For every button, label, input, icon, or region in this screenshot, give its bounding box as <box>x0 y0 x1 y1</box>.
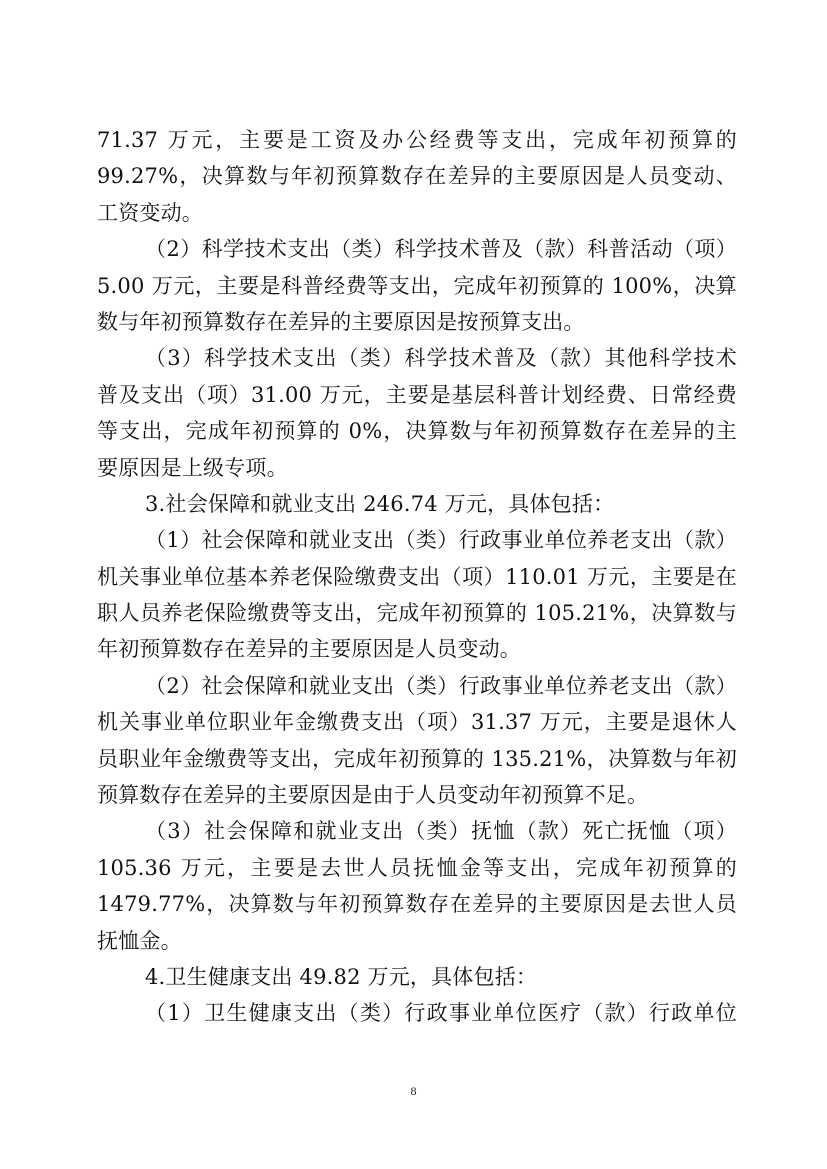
paragraph <box>97 668 737 814</box>
paragraph <box>97 813 737 959</box>
paragraph <box>97 995 737 1031</box>
text-line: 71.37 万元，主要是工资及办公经费等支出，完成年初预算的 <box>97 128 737 152</box>
text-line: 抚恤金。 <box>97 928 182 953</box>
text-line: （3）科学技术支出（类）科学技术普及（款）其他科学技术 <box>145 346 737 371</box>
text-line: 要原因是上级专项。 <box>97 455 288 480</box>
section-heading <box>97 959 737 995</box>
text-line: （3）社会保障和就业支出（类）抚恤（款）死亡抚恤（项） <box>145 819 737 844</box>
text-line: 机关事业单位职业年金缴费支出（项）31.37 万元，主要是退休人 <box>97 710 737 735</box>
text-line: （1）卫生健康支出（类）行政事业单位医疗（款）行政单位 <box>145 1001 737 1026</box>
text-line: 105.36 万元，主要是去世人员抚恤金等支出，完成年初预算的 <box>97 855 737 880</box>
text-line: 数与年初预算数存在差异的主要原因是按预算支出。 <box>97 309 585 334</box>
text-line: 预算数存在差异的主要原因是由于人员变动年初预算不足。 <box>97 783 649 808</box>
text-line: 员职业年金缴费等支出，完成年初预算的 135.21%，决算数与年初 <box>97 746 737 771</box>
paragraph <box>97 340 737 486</box>
text-line: 4.卫生健康支出 49.82 万元，具体包括： <box>145 964 538 989</box>
paragraph <box>97 522 737 668</box>
text-line: 工资变动。 <box>97 200 203 225</box>
section-heading <box>97 486 737 522</box>
text-line: 年初预算数存在差异的主要原因是人员变动。 <box>97 637 521 662</box>
text-line: 1479.77%，决算数与年初预算数存在差异的主要原因是去世人员 <box>97 892 737 917</box>
text-line: 机关事业单位基本养老保险缴费支出（项）110.01 万元，主要是在 <box>97 564 737 589</box>
text-line: 99.27%，决算数与年初预算数存在差异的主要原因是人员变动、 <box>97 164 737 189</box>
text-line: 普及支出（项）31.00 万元，主要是基层科普计划经费、日常经费 <box>97 382 737 407</box>
paragraph <box>97 122 737 231</box>
page-number: 8 <box>410 1084 417 1098</box>
paragraph <box>97 231 737 340</box>
text-line: （2）科学技术支出（类）科学技术普及（款）科普活动（项） <box>145 237 737 262</box>
text-line: 等支出，完成年初预算的 0%，决算数与年初预算数存在差异的主 <box>97 419 737 444</box>
text-line: （2）社会保障和就业支出（类）行政事业单位养老支出（款） <box>145 673 737 698</box>
body-text <box>97 122 737 1032</box>
text-line: 3.社会保障和就业支出 246.74 万元，具体包括： <box>145 491 615 516</box>
text-line: （1）社会保障和就业支出（类）行政事业单位养老支出（款） <box>145 528 737 553</box>
text-line: 5.00 万元，主要是科普经费等支出，完成年初预算的 100%，决算 <box>97 273 737 298</box>
text-line: 职人员养老保险缴费等支出，完成年初预算的 105.21%，决算数与 <box>97 601 737 626</box>
